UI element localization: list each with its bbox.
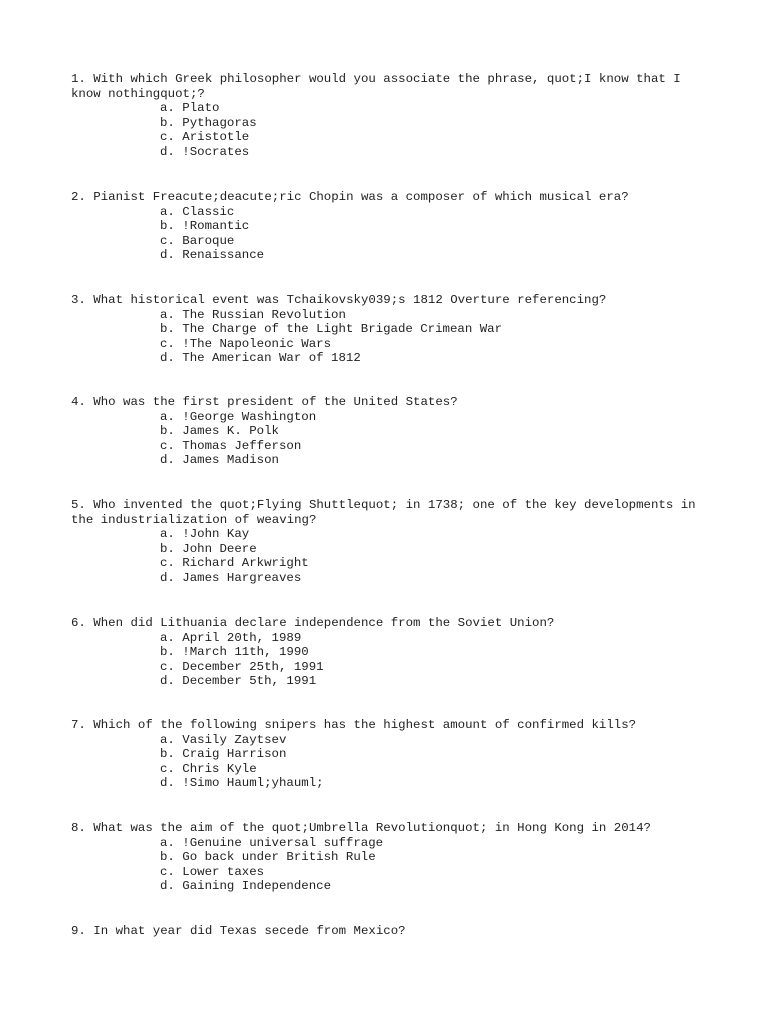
answer-options xyxy=(71,836,703,894)
answer-options xyxy=(71,631,703,689)
answer-option-b: b. !Romantic xyxy=(160,219,250,234)
answer-options xyxy=(71,733,703,791)
answer-option-c: c. Aristotle xyxy=(160,130,250,145)
answer-option-a: a. Plato xyxy=(160,101,220,116)
answer-option-d: d. !Socrates xyxy=(160,144,250,159)
question-text: 1. With which Greek philosopher would you associate the phrase, quot;I know that I know nothingquot;? xyxy=(71,72,689,101)
answer-option-d: d. James Hargreaves xyxy=(160,570,302,585)
question-1 xyxy=(71,72,703,160)
question-4 xyxy=(71,395,703,468)
answer-option-c: c. Baroque xyxy=(160,233,235,248)
question-8 xyxy=(71,821,703,894)
question-text: 7. Which of the following snipers has the highest amount of confirmed kills? xyxy=(71,718,637,732)
answer-option-b: b. !March 11th, 1990 xyxy=(160,645,309,660)
answer-option-a: a. The Russian Revolution xyxy=(160,307,346,322)
answer-options xyxy=(71,527,703,585)
answer-options xyxy=(71,101,703,159)
question-6 xyxy=(71,616,703,689)
answer-option-c: c. Richard Arkwright xyxy=(160,556,309,571)
answer-option-b: b. John Deere xyxy=(160,541,257,556)
question-text: 3. What historical event was Tchaikovsky039;s 1812 Overture referencing? xyxy=(71,293,607,307)
question-text: 8. What was the aim of the quot;Umbrella Revolutionquot; in Hong Kong in 2014? xyxy=(71,821,651,835)
question-9 xyxy=(71,924,703,939)
answer-option-b: b. James K. Polk xyxy=(160,424,279,439)
answer-option-b: b. Craig Harrison xyxy=(160,747,287,762)
question-text: 9. In what year did Texas secede from Mexico? xyxy=(71,924,406,938)
answer-option-a: a. Classic xyxy=(160,204,235,219)
answer-option-d: d. James Madison xyxy=(160,453,279,468)
answer-options xyxy=(71,308,703,366)
answer-option-c: c. !The Napoleonic Wars xyxy=(160,336,332,351)
answer-option-a: a. !Genuine universal suffrage xyxy=(160,835,384,850)
answer-option-a: a. !George Washington xyxy=(160,409,317,424)
question-text: 4. Who was the first president of the United States? xyxy=(71,395,458,409)
question-3 xyxy=(71,293,703,366)
answer-option-d: d. December 5th, 1991 xyxy=(160,674,317,689)
answer-options xyxy=(71,410,703,468)
question-7 xyxy=(71,718,703,791)
answer-option-a: a. April 20th, 1989 xyxy=(160,630,302,645)
answer-option-c: c. December 25th, 1991 xyxy=(160,659,324,674)
answer-option-d: d. The American War of 1812 xyxy=(160,351,361,366)
answer-option-c: c. Lower taxes xyxy=(160,864,265,879)
answer-option-c: c. Chris Kyle xyxy=(160,761,257,776)
question-text: 6. When did Lithuania declare independence from the Soviet Union? xyxy=(71,616,555,630)
answer-options xyxy=(71,205,703,263)
answer-option-b: b. Pythagoras xyxy=(160,115,257,130)
question-text: 2. Pianist Freacute;deacute;ric Chopin was a composer of which musical era? xyxy=(71,190,629,204)
answer-option-b: b. Go back under British Rule xyxy=(160,850,376,865)
question-2 xyxy=(71,190,703,263)
answer-option-d: d. Gaining Independence xyxy=(160,879,332,894)
answer-option-a: a. !John Kay xyxy=(160,527,250,542)
answer-option-b: b. The Charge of the Light Brigade Crimean War xyxy=(160,322,503,337)
answer-option-d: d. !Simo Hauml;yhauml; xyxy=(160,776,324,791)
answer-option-c: c. Thomas Jefferson xyxy=(160,438,302,453)
answer-option-d: d. Renaissance xyxy=(160,248,265,263)
question-5 xyxy=(71,498,703,586)
question-text: 5. Who invented the quot;Flying Shuttlequot; in 1738; one of the key developments in the industrialization of weaving? xyxy=(71,498,704,527)
answer-option-a: a. Vasily Zaytsev xyxy=(160,732,287,747)
